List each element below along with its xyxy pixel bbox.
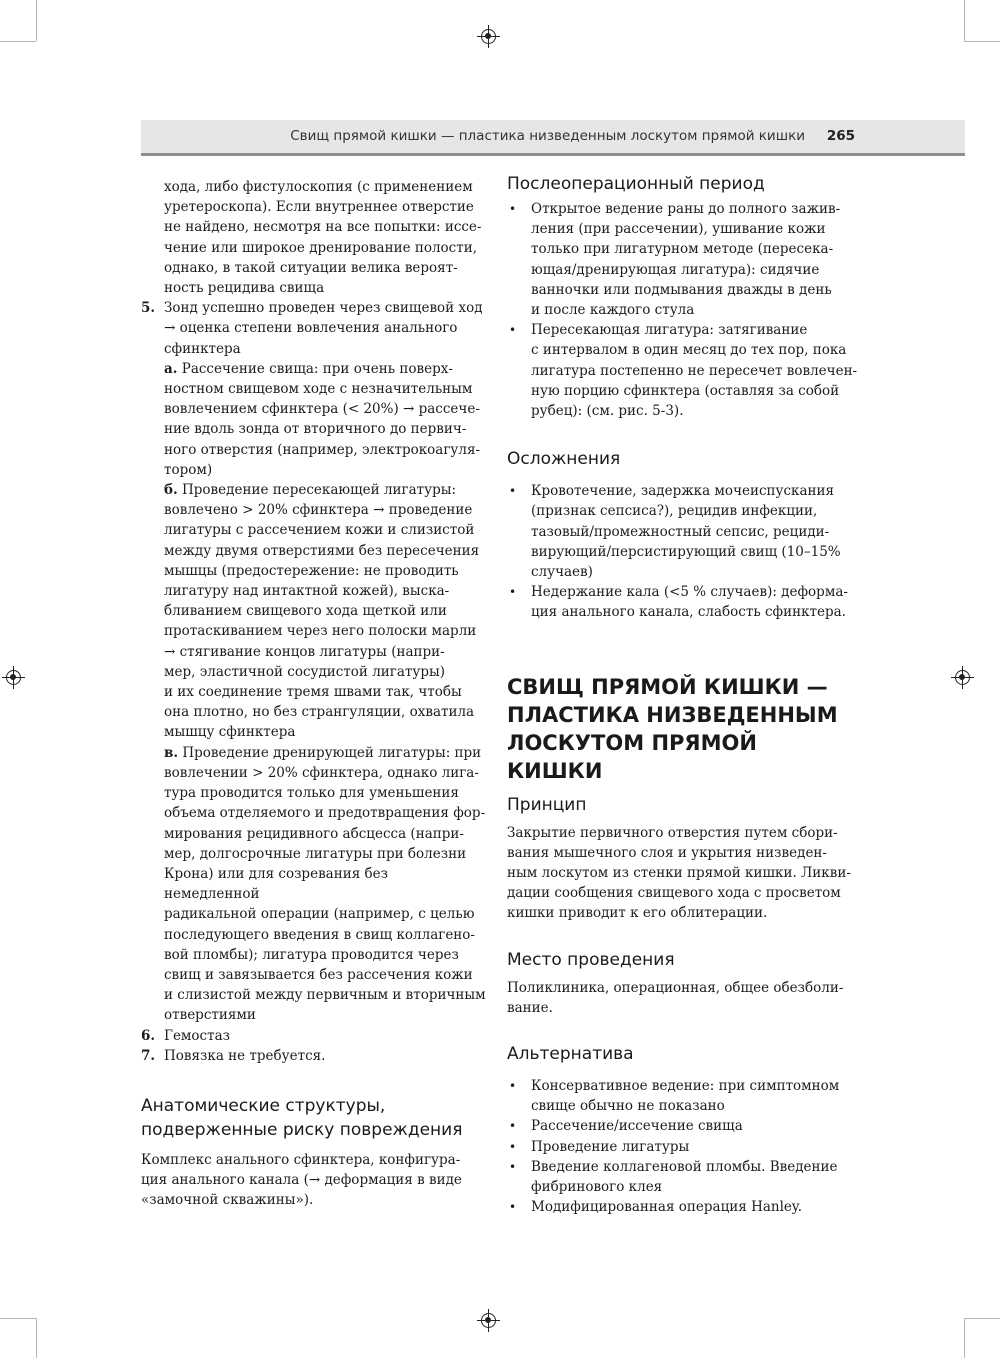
substep-label: б. bbox=[164, 482, 178, 499]
registration-mark-icon bbox=[481, 1313, 496, 1328]
heading-line: Анатомические структуры, bbox=[141, 1095, 386, 1116]
text-line: ние вдоль зонда от вторичного до первич- bbox=[164, 421, 467, 438]
crop-mark bbox=[0, 1318, 36, 1319]
text-line: случаев) bbox=[531, 564, 593, 581]
crop-mark bbox=[964, 1318, 1000, 1319]
list-item bbox=[507, 481, 859, 582]
complications-list bbox=[507, 481, 859, 622]
text-line: вание. bbox=[507, 999, 553, 1016]
registration-mark-icon bbox=[955, 670, 970, 685]
alternative-list bbox=[507, 1076, 859, 1217]
complications-heading: Осложнения bbox=[507, 449, 621, 470]
text-line: мер, эластичной сосудистой лигатуры) bbox=[164, 663, 445, 680]
text-line: фибринового клея bbox=[531, 1179, 663, 1196]
text-line bbox=[164, 480, 486, 500]
continued-paragraph bbox=[141, 177, 486, 298]
text-line: • Модифицированная операция Hanley. bbox=[531, 1199, 803, 1216]
text-line: свищ и завязывается без рассечения кожи bbox=[164, 966, 473, 983]
text-line: дации сообщения свищевого хода с просветом bbox=[507, 885, 841, 902]
text-line: вой пломбы); лигатура проводится через bbox=[164, 946, 459, 963]
text-line: и их соединение тремя швами так, чтобы bbox=[164, 684, 462, 701]
text-line: чение или широкое дренирование полости, bbox=[164, 239, 477, 256]
text-line: с интервалом в один месяц до тех пор, пока bbox=[531, 342, 847, 359]
text-line: вовлечением сфинктера (< 20%) → рассече- bbox=[164, 401, 480, 418]
list-item bbox=[507, 582, 859, 622]
text-line: она плотно, но без странгуляции, охватила bbox=[164, 704, 475, 721]
substep-v bbox=[141, 743, 486, 1026]
substep-label: а. bbox=[164, 360, 178, 377]
page-number: 265 bbox=[826, 128, 855, 144]
crop-mark bbox=[964, 41, 1000, 42]
text-line: мышцу сфинктера bbox=[164, 724, 296, 741]
anatomy-paragraph bbox=[141, 1150, 486, 1211]
text-line: вовлечении > 20% сфинктера, однако лига- bbox=[164, 764, 479, 781]
text-line: • Недержание кала (<5 % случаев): деформа- bbox=[531, 584, 848, 601]
text-line: ванночки или подмывания дважды в день bbox=[531, 281, 832, 298]
text-line: • Введение коллагеновой пломбы. Введение bbox=[531, 1158, 838, 1175]
anatomy-heading bbox=[141, 1094, 486, 1142]
crop-mark bbox=[0, 41, 36, 42]
text-line: и слизистой между первичным и вторичным bbox=[164, 987, 486, 1004]
text-line: вания мышечного слоя и укрытия низведен- bbox=[507, 844, 827, 861]
text-line: протаскиванием через него полоски марли bbox=[164, 623, 477, 640]
text-line: ную порцию сфинктера (оставляя за собой bbox=[531, 382, 840, 399]
heading-line: ПЛАСТИКА НИЗВЕДЕННЫМ bbox=[507, 702, 838, 727]
text-line: • Консервативное ведение: при симптомном bbox=[531, 1078, 840, 1095]
text-line: сфинктера bbox=[164, 340, 241, 357]
principle-heading: Принцип bbox=[507, 794, 587, 815]
text-line: → стягивание концов лигатуры (напри- bbox=[164, 643, 445, 660]
crop-mark bbox=[964, 1318, 965, 1358]
text-line bbox=[164, 743, 486, 763]
text-line: ность рецидива свища bbox=[164, 280, 325, 297]
text-line: тазовый/промежностный сепсис, рециди- bbox=[531, 523, 830, 540]
text-line: ющая/дренирующая лигатура): сидячие bbox=[531, 261, 820, 278]
step-6 bbox=[141, 1026, 486, 1046]
text-line: ным лоскутом из стенки прямой кишки. Ликви- bbox=[507, 865, 851, 882]
list-item bbox=[507, 1137, 859, 1157]
text-line: Крона) или для созревания без немедленной bbox=[164, 865, 388, 903]
left-column bbox=[141, 177, 486, 1211]
list-item bbox=[507, 1197, 859, 1217]
list-item bbox=[507, 1157, 859, 1197]
text-line: ция анального канала (→ деформация в виде bbox=[141, 1172, 462, 1189]
text-line: и после каждого стула bbox=[531, 302, 695, 319]
text-line: • Рассечение/иссечение свища bbox=[531, 1118, 743, 1135]
heading-line: ЛОСКУТОМ ПРЯМОЙ КИШКИ bbox=[507, 730, 757, 783]
text-line: Закрытие первичного отверстия путем сбори- bbox=[507, 824, 838, 841]
text-line: ления (при рассечении), ушивание кожи bbox=[531, 221, 826, 238]
text-line: ностном свищевом ходе с незначительным bbox=[164, 381, 473, 398]
alternative-heading: Альтернатива bbox=[507, 1044, 634, 1065]
text-line: последующего введения в свищ коллагено- bbox=[164, 926, 475, 943]
text-line: между двумя отверстиями без пересечения bbox=[164, 542, 480, 559]
text-line: «замочной скважины»). bbox=[141, 1192, 314, 1209]
text-line: лигатуры с рассечением кожи и слизистой bbox=[164, 522, 475, 539]
substep-label: в. bbox=[164, 744, 179, 761]
substep-text: Рассечение свища: при очень поверх- bbox=[177, 360, 453, 377]
list-item bbox=[507, 1116, 859, 1136]
text-line: не найдено, несмотря на все попытки: иссе- bbox=[164, 219, 482, 236]
text-line: свище обычно не показано bbox=[531, 1098, 725, 1115]
heading-line: подверженные риску повреждения bbox=[141, 1119, 463, 1140]
text-line: • Пересекающая лигатура: затягивание bbox=[531, 322, 808, 339]
text-line: лигатура постепенно не пересечет вовлечен- bbox=[531, 362, 858, 379]
text-line: Комплекс анального сфинктера, конфигура- bbox=[141, 1151, 461, 1168]
text-line: лигатуру над интактной кожей), выска- bbox=[164, 583, 450, 600]
list-item bbox=[507, 1076, 859, 1116]
text-line: однако, в такой ситуации велика вероят- bbox=[164, 259, 458, 276]
place-heading: Место проведения bbox=[507, 949, 675, 970]
text-line: • Открытое ведение раны до полного зажив- bbox=[531, 201, 841, 217]
place-paragraph bbox=[507, 978, 859, 1018]
crop-mark bbox=[964, 0, 965, 41]
text-line: уретероскопа). Если внутреннее отверстие bbox=[164, 199, 474, 216]
text-line: Гемостаз bbox=[164, 1027, 230, 1044]
crop-mark bbox=[36, 1318, 37, 1358]
step-7 bbox=[141, 1046, 486, 1066]
text-line: тура проводится только для уменьшения bbox=[164, 785, 459, 802]
crop-mark bbox=[36, 0, 37, 41]
text-line: радикальной операции (например, с целью bbox=[164, 906, 475, 923]
text-line: только при лигатурном методе (пересека- bbox=[531, 241, 834, 258]
step-5 bbox=[141, 298, 486, 359]
postop-list bbox=[507, 199, 859, 421]
text-line: Поликлиника, операционная, общее обезболи- bbox=[507, 979, 844, 996]
registration-mark-icon bbox=[6, 670, 21, 685]
text-line: ция анального канала, слабость сфинктера. bbox=[531, 604, 846, 621]
substep-a bbox=[141, 359, 486, 480]
text-line: (признак сепсиса?), рецидив инфекции, bbox=[531, 503, 818, 520]
text-line bbox=[164, 359, 486, 379]
text-line: рубец): (см. рис. 5-3). bbox=[531, 403, 684, 420]
running-header bbox=[141, 120, 965, 156]
text-line: мышцы (предостережение: не проводить bbox=[164, 562, 459, 579]
right-column bbox=[507, 172, 859, 1218]
list-item bbox=[507, 320, 859, 421]
text-line: мер, долгосрочные лигатуры при болезни bbox=[164, 845, 467, 862]
substep-text: Проведение пересекающей лигатуры: bbox=[177, 482, 456, 499]
registration-mark-icon bbox=[481, 29, 496, 44]
substep-b bbox=[141, 480, 486, 743]
text-line: кишки приводит к его облитерации. bbox=[507, 905, 768, 922]
running-title: Свищ прямой кишки — пластика низведенным лоскутом прямой кишки bbox=[290, 128, 805, 144]
text-line: → оценка степени вовлечения анального bbox=[164, 320, 458, 337]
text-line: мирования рецидивного абсцесса (напри- bbox=[164, 825, 464, 842]
text-line: Зонд успешно проведен через свищевой ход bbox=[164, 300, 483, 317]
heading-line: СВИЩ ПРЯМОЙ КИШКИ — bbox=[507, 674, 828, 699]
section-title bbox=[507, 673, 859, 785]
text-line: вовлечено > 20% сфинктера → проведение bbox=[164, 502, 473, 519]
substep-text: Проведение дренирующей лигатуры: при bbox=[178, 744, 482, 761]
step-number: 6. bbox=[141, 1027, 156, 1044]
text-line: • Кровотечение, задержка мочеиспускания bbox=[531, 483, 835, 500]
postop-heading: Послеоперационный период bbox=[507, 174, 765, 194]
text-line: хода, либо фистулоскопия (с применением bbox=[164, 179, 473, 195]
list-item bbox=[507, 199, 859, 320]
principle-paragraph bbox=[507, 823, 859, 924]
text-line: бливанием свищевого хода щеткой или bbox=[164, 603, 447, 620]
text-line: объема отделяемого и предотвращения фор- bbox=[164, 805, 486, 822]
text-line: ного отверстия (например, электрокоагуля- bbox=[164, 441, 481, 458]
step-number: 7. bbox=[141, 1047, 156, 1064]
text-line: вирующий/персистирующий свищ (10–15% bbox=[531, 543, 841, 560]
text-line: тором) bbox=[164, 461, 213, 478]
text-line: отверстиями bbox=[164, 1007, 256, 1024]
step-number: 5. bbox=[141, 300, 156, 317]
text-line: • Проведение лигатуры bbox=[531, 1138, 690, 1155]
text-line: Повязка не требуется. bbox=[164, 1047, 326, 1064]
